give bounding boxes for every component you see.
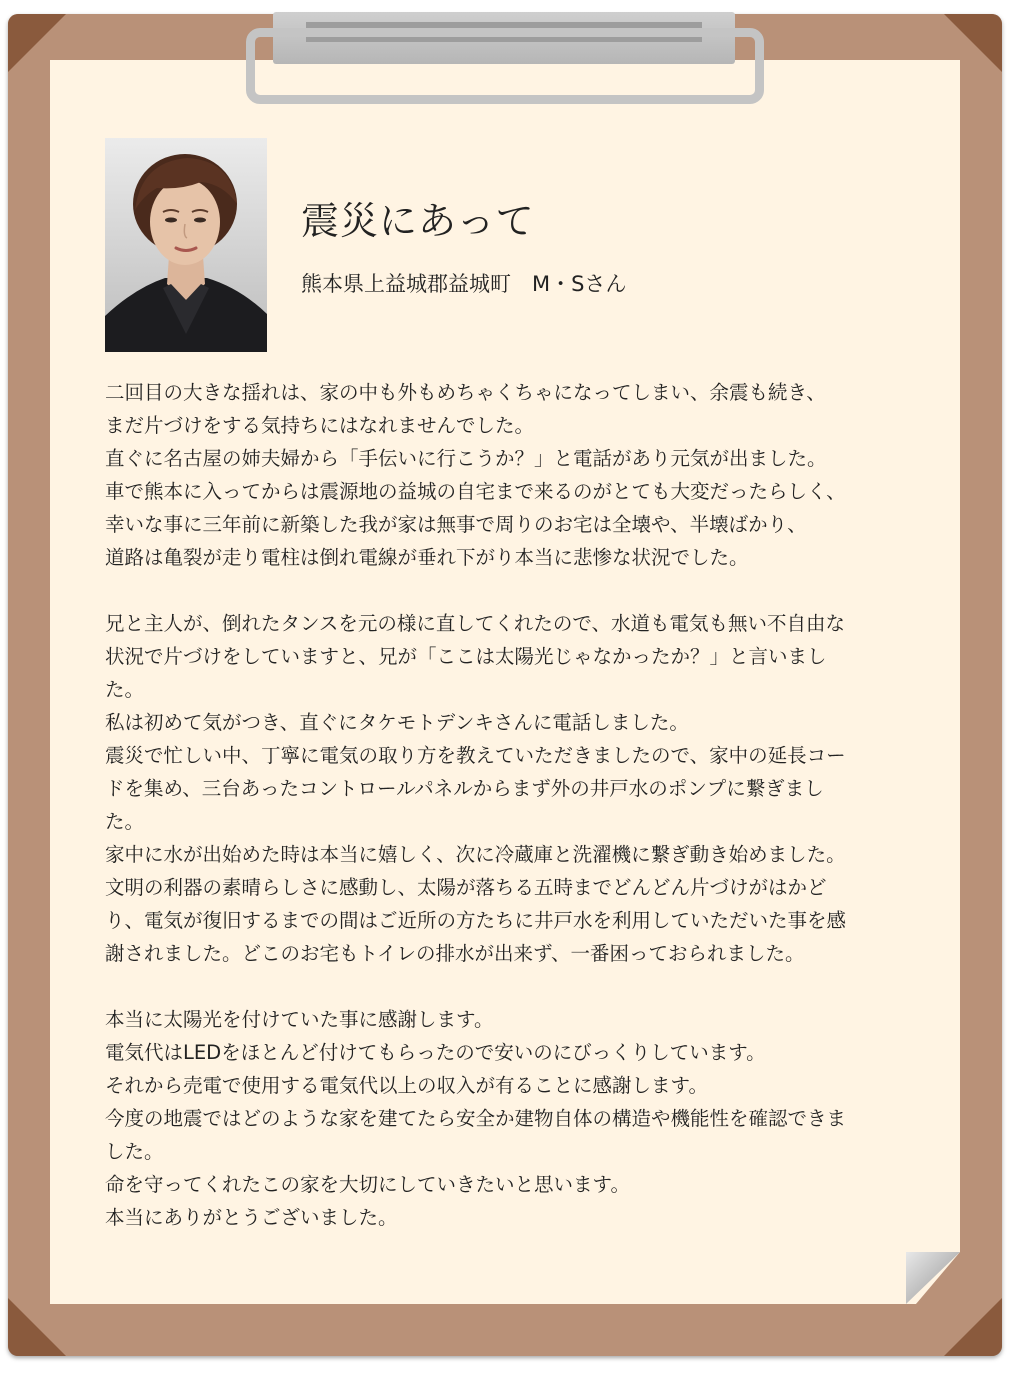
text-line: それから売電で使用する電気代以上の収入が有ることに感謝します。: [105, 1074, 708, 1097]
paragraph-3: [105, 1003, 915, 1234]
text-line: 今度の地震ではどのような家を建てたら安全か建物自体の構造や機能性を確認できま: [105, 1107, 847, 1130]
text-line: 車で熊本に入ってからは震源地の益城の自宅まで来るのがとても大変だったらしく、: [105, 480, 846, 503]
paragraph-2: [105, 607, 915, 970]
text-line: 幸いな事に三年前に新築した我が家は無事で周りのお宅は全壊や、半壊ばかり、: [105, 513, 807, 536]
text-line: 電気代はLEDをほとんど付けてもらったので安いのにびっくりしています。: [105, 1041, 766, 1064]
text-line: 直ぐに名古屋の姉夫婦から「手伝いに行こうか？」と電話があり元気が出ました。: [105, 447, 827, 470]
text-line: 震災で忙しい中、丁寧に電気の取り方を教えていただきましたので、家中の延長コー: [105, 744, 846, 767]
text-line: 命を守ってくれたこの家を大切にしていきたいと思います。: [105, 1173, 630, 1196]
text-line: 私は初めて気がつき、直ぐにタケモトデンキさんに電話しました。: [105, 711, 689, 734]
text-line: 状況で片づけをしていますと、兄が「ここは太陽光じゃなかったか？」と言いまし: [105, 645, 827, 668]
text-line: した。: [105, 1140, 164, 1163]
text-line: 二回目の大きな揺れは、家の中も外もめちゃくちゃになってしまい、余震も続き、: [105, 381, 826, 404]
text-line: ドを集め、三台あったコントロールパネルからまず外の井戸水のポンプに繋ぎまし: [105, 777, 824, 800]
text-line: 本当に太陽光を付けていた事に感謝します。: [105, 1008, 494, 1031]
text-line: た。: [105, 810, 145, 833]
text-line: 兄と主人が、倒れたタンスを元の様に直してくれたので、水道も電気も無い不自由な: [105, 612, 846, 635]
author-line: 熊本県上益城郡益城町 M・Sさん: [301, 272, 627, 296]
text-line: 本当にありがとうございました。: [105, 1206, 398, 1229]
text-line: 家中に水が出始めた時は本当に嬉しく、次に冷蔵庫と洗濯機に繋ぎ動き始めました。: [105, 843, 846, 866]
text-line: た。: [105, 678, 145, 701]
text-line: 謝されました。どこのお宅もトイレの排水が出来ず、一番困っておられました。: [105, 942, 805, 965]
clip-ring: [246, 28, 764, 104]
text-line: まだ片づけをする気持ちにはなれませんでした。: [105, 414, 535, 437]
text-line: 文明の利器の素晴らしさに感動し、太陽が落ちる五時までどんどん片づけがはかど: [105, 876, 827, 899]
text-line: り、電気が復旧するまでの間はご近所の方たちに井戸水を利用していただいた事を感: [105, 909, 847, 932]
paragraph-1: [105, 376, 915, 574]
letter-body: [105, 376, 915, 1267]
text-line: 道路は亀裂が走り電柱は倒れ電線が垂れ下がり本当に悲惨な状況でした。: [105, 546, 749, 569]
board-corner-bottom-left: [8, 1298, 66, 1356]
board-corner-bottom-right: [944, 1298, 1002, 1356]
portrait-illustration: [105, 138, 267, 352]
portrait-photo: [105, 138, 267, 352]
page-title: 震災にあって: [301, 199, 535, 243]
